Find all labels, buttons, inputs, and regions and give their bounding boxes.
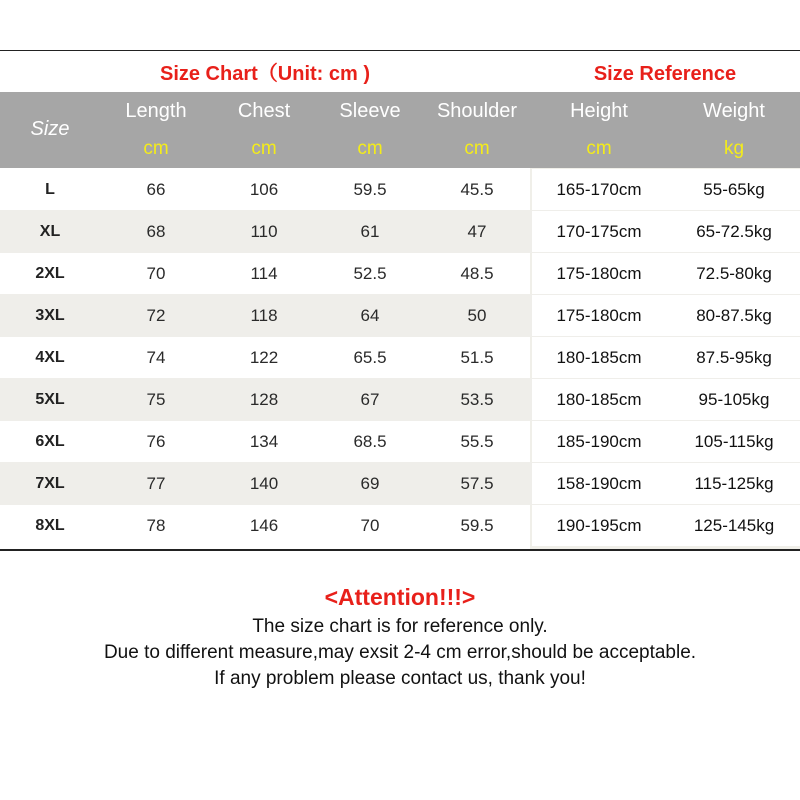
header-shoulder-label: Shoulder	[436, 100, 518, 122]
length-cell: 70	[146, 264, 166, 283]
table-row	[0, 504, 800, 547]
header-weight-unit: kg	[723, 138, 745, 159]
height-cell: 180-185cm	[556, 348, 642, 367]
header-chest-unit: cm	[251, 138, 277, 159]
header-chest-label: Chest	[237, 100, 291, 122]
header-chest	[212, 92, 316, 168]
length-cell: 77	[146, 474, 166, 493]
size-reference-title: Size Reference	[593, 63, 737, 85]
header-sleeve	[316, 92, 424, 168]
sleeve-cell: 59.5	[353, 180, 387, 199]
weight-cell: 125-145kg	[693, 516, 775, 535]
shoulder-cell: 55.5	[460, 432, 494, 451]
table-bottom-border	[0, 549, 800, 551]
note-line-1: The size chart is for reference only.	[252, 616, 548, 637]
size-chart-table	[0, 50, 800, 550]
shoulder-cell: 48.5	[460, 264, 494, 283]
chest-cell: 106	[249, 180, 279, 199]
header-length-unit: cm	[143, 138, 169, 159]
table-row	[0, 378, 800, 421]
height-cell: 158-190cm	[556, 474, 642, 493]
weight-cell: 65-72.5kg	[696, 222, 772, 241]
length-cell: 78	[146, 516, 166, 535]
chest-cell: 110	[250, 222, 278, 241]
chest-cell: 128	[249, 390, 279, 409]
size-cell: 2XL	[35, 265, 65, 282]
height-cell: 175-180cm	[556, 306, 642, 325]
shoulder-cell: 45.5	[460, 180, 494, 199]
length-cell: 72	[146, 306, 166, 325]
header-shoulder	[424, 92, 530, 168]
length-cell: 68	[146, 222, 166, 241]
height-cell: 180-185cm	[556, 390, 642, 409]
chest-cell: 114	[250, 264, 278, 283]
header-length	[100, 92, 212, 168]
table-header	[0, 92, 800, 168]
note-line-2: Due to different measure,may exsit 2-4 cm error,should be acceptable.	[103, 642, 697, 663]
sleeve-cell: 52.5	[353, 264, 387, 283]
weight-cell: 80-87.5kg	[696, 306, 772, 325]
table-row	[0, 294, 800, 337]
weight-cell: 105-115kg	[694, 432, 774, 451]
header-height-unit: cm	[586, 138, 612, 159]
chest-cell: 122	[249, 348, 279, 367]
length-cell: 75	[146, 390, 166, 409]
header-weight-label: Weight	[703, 100, 765, 122]
header-shoulder-unit: cm	[464, 138, 490, 159]
header-length-label: Length	[125, 100, 187, 122]
chest-cell: 118	[250, 306, 278, 325]
table-row	[0, 252, 800, 295]
height-cell: 175-180cm	[556, 264, 642, 283]
header-sleeve-unit: cm	[357, 138, 383, 159]
sleeve-cell: 67	[360, 390, 380, 409]
sleeve-cell: 69	[360, 474, 380, 493]
weight-cell: 55-65kg	[703, 180, 765, 199]
chest-cell: 146	[249, 516, 279, 535]
table-row	[0, 462, 800, 505]
size-cell: 3XL	[35, 307, 65, 324]
height-cell: 165-170cm	[556, 180, 642, 199]
table-row	[0, 168, 800, 211]
size-cell: 5XL	[35, 391, 65, 408]
length-cell: 74	[146, 348, 166, 367]
weight-cell: 115-125kg	[694, 474, 774, 493]
sleeve-cell: 61	[360, 222, 380, 241]
weight-cell: 72.5-80kg	[696, 264, 772, 283]
size-cell: 4XL	[35, 349, 65, 366]
header-sleeve-label: Sleeve	[339, 100, 401, 122]
weight-cell: 95-105kg	[698, 390, 770, 409]
header-weight	[668, 92, 800, 168]
table-body	[0, 168, 800, 549]
height-cell: 170-175cm	[556, 222, 642, 241]
sleeve-cell: 65.5	[353, 348, 387, 367]
shoulder-cell: 51.5	[460, 348, 494, 367]
header-height-label: Height	[570, 100, 628, 122]
shoulder-cell: 50	[467, 306, 487, 325]
height-cell: 190-195cm	[556, 516, 642, 535]
table-row	[0, 420, 800, 463]
weight-cell: 87.5-95kg	[696, 348, 772, 367]
length-cell: 66	[146, 180, 166, 199]
header-size	[0, 92, 100, 168]
chest-cell: 134	[249, 432, 279, 451]
table-row	[0, 210, 800, 253]
height-cell: 185-190cm	[556, 432, 642, 451]
shoulder-cell: 57.5	[460, 474, 494, 493]
size-cell: XL	[39, 223, 61, 240]
header-height	[530, 92, 668, 168]
table-top-border	[0, 50, 800, 51]
shoulder-cell: 59.5	[460, 516, 494, 535]
size-cell: L	[45, 181, 55, 198]
size-chart-title: Size Chart（Unit: cm )	[159, 63, 371, 85]
size-cell: 7XL	[35, 475, 65, 492]
chest-cell: 140	[249, 474, 279, 493]
sleeve-cell: 64	[360, 306, 380, 325]
size-cell: 8XL	[35, 517, 65, 534]
shoulder-cell: 53.5	[460, 390, 494, 409]
note-line-3: If any problem please contact us, thank you!	[214, 668, 586, 689]
length-cell: 76	[146, 432, 166, 451]
size-cell: 6XL	[35, 433, 65, 450]
shoulder-cell: 47	[467, 222, 487, 241]
attention-heading: <Attention!!!>	[324, 584, 476, 610]
table-row	[0, 336, 800, 379]
header-size-label: Size	[30, 118, 70, 140]
sleeve-cell: 68.5	[353, 432, 387, 451]
sleeve-cell: 70	[360, 516, 380, 535]
